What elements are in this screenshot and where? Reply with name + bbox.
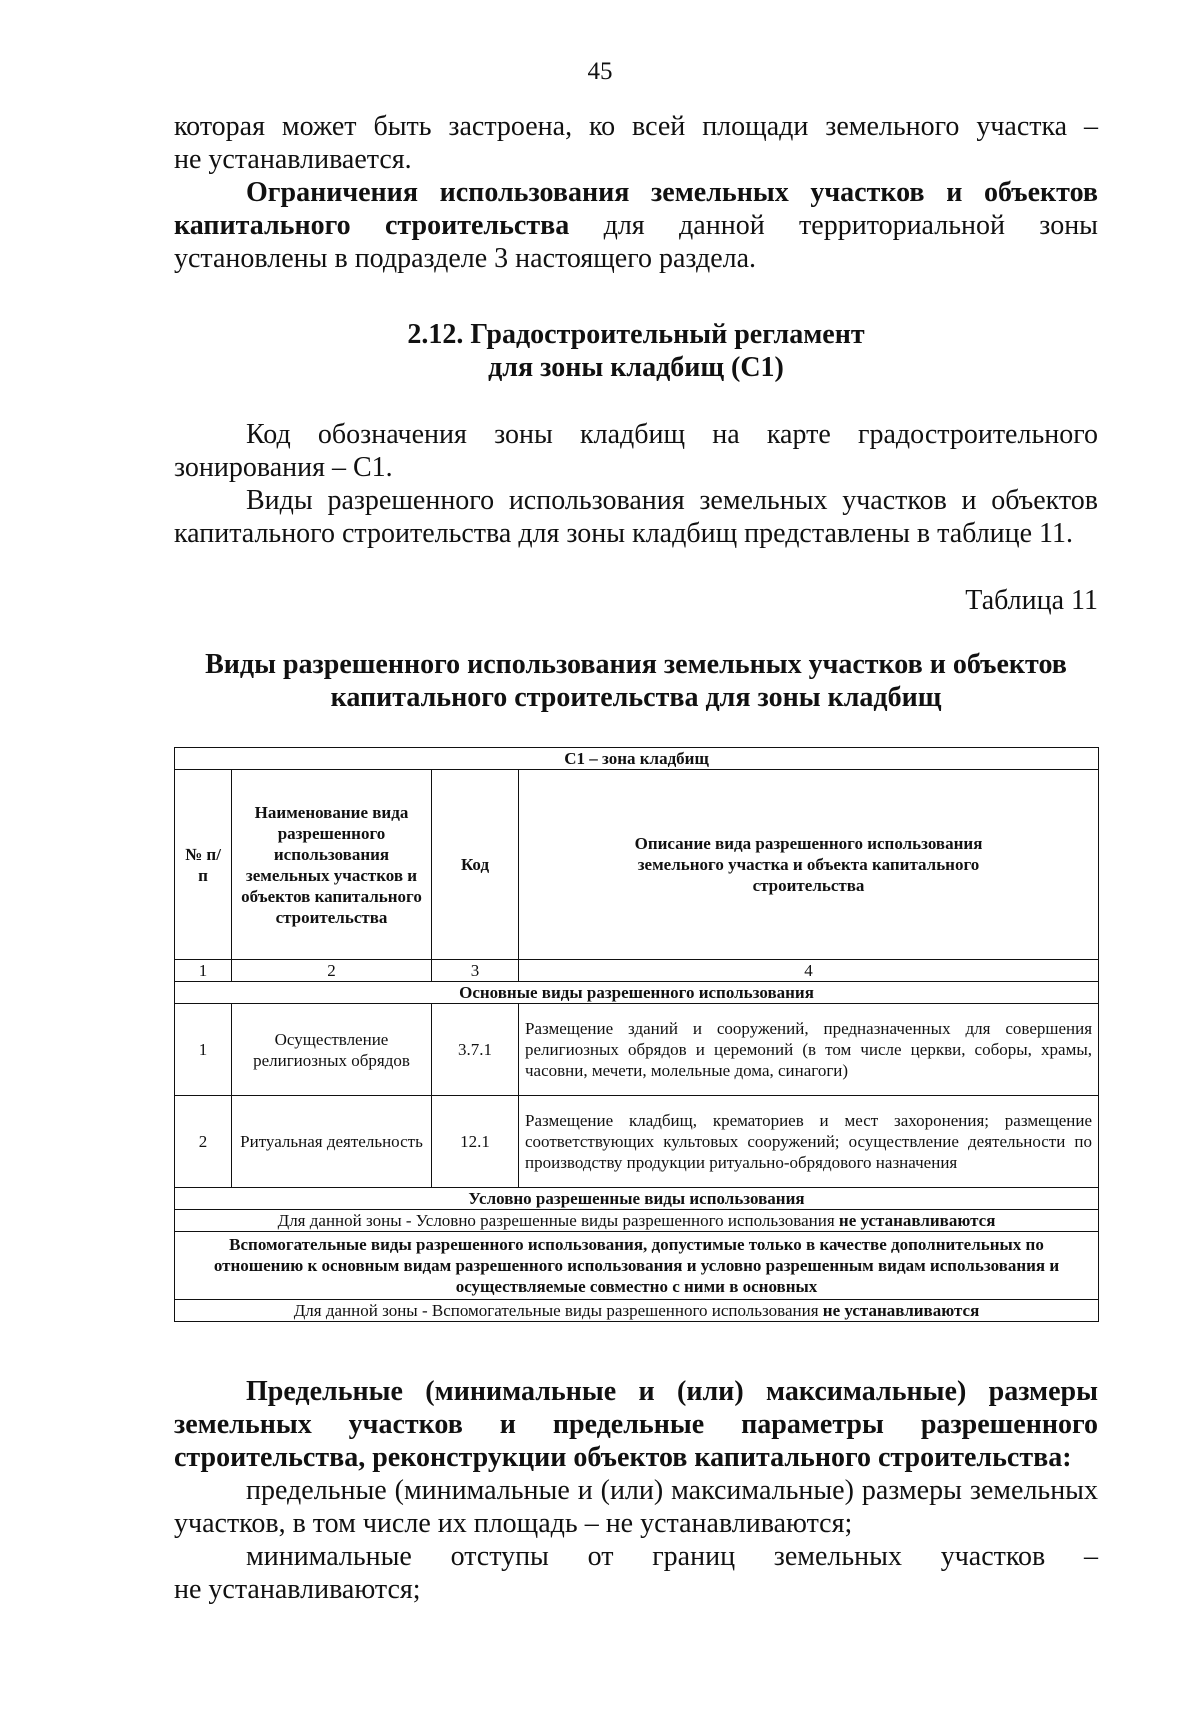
zone-header: С1 – зона кладбищ	[175, 748, 1099, 770]
limits-heading: Предельные (минимальные и (или) максимальные) размеры земельных участков и предельные параметры разрешенного строительства, реконструкции объектов капитального строительства:	[174, 1376, 1098, 1473]
auxiliary-section-row	[175, 1232, 1099, 1300]
column-header-row	[175, 770, 1099, 960]
main-section-header: Основные виды разрешенного использования	[175, 982, 1099, 1004]
col-header-description: Описание вида разрешенного использования земельного участка и объекта капитального строительства	[519, 770, 1099, 960]
auxiliary-note-bold: не устанавливаются	[822, 1301, 980, 1320]
row-description: Размещение кладбищ, крематориев и мест захоронения; размещение соответствующих культовых сооружений; осуществление деятельности по производству продукции ритуально-обрядового назначения	[519, 1096, 1099, 1188]
col-number-4: 4	[519, 960, 1099, 982]
conditional-note-bold: не устанавливаются	[838, 1211, 996, 1230]
table-row	[175, 1004, 1099, 1096]
col-number-3: 3	[432, 960, 519, 982]
section-title-line-1: 2.12. Градостроительный регламент	[407, 319, 865, 350]
row-number: 2	[175, 1096, 232, 1188]
row-code: 12.1	[432, 1096, 519, 1188]
section-title-line-2: для зоны кладбищ (С1)	[488, 352, 784, 383]
restriction-paragraph	[174, 176, 1098, 275]
section-title	[174, 318, 1098, 384]
row-code: 3.7.1	[432, 1004, 519, 1096]
auxiliary-section-header: Вспомогательные виды разрешенного использования, допустимые только в качестве дополнительных по отношению к основным видам разрешенного использования и условно разрешенным видам использования и осуществляемые совместно с ними в основных	[175, 1232, 1099, 1300]
table-label: Таблица 11	[965, 585, 1098, 616]
col-number-1: 1	[175, 960, 232, 982]
page-number: 45	[587, 58, 613, 85]
conditional-note-row	[175, 1210, 1099, 1232]
intro-line-1: которая может быть застроена, ко всей площади земельного участка –	[174, 111, 1098, 142]
zone-header-row	[175, 748, 1099, 770]
auxiliary-note	[175, 1300, 1099, 1322]
table-title-line-2: капитального строительства для зоны кладбищ	[330, 682, 942, 713]
zone-code-paragraph: Код обозначения зоны кладбищ на карте градостроительного зонирования – С1.	[174, 419, 1098, 483]
restriction-rest-text: для данной территориальной зоны установлены в подразделе 3 настоящего раздела.	[174, 210, 1098, 274]
table-title-line-1: Виды разрешенного использования земельных участков и объектов	[205, 649, 1067, 680]
intro-line-2: не устанавливается.	[174, 144, 412, 175]
col-header-code: Код	[432, 770, 519, 960]
table-title	[174, 648, 1098, 714]
row-name: Осуществление религиозных обрядов	[232, 1004, 432, 1096]
limits-item-2-line-2: не устанавливаются;	[174, 1574, 421, 1605]
col-number-2: 2	[232, 960, 432, 982]
limits-item-1: предельные (минимальные и (или) максимальные) размеры земельных участков, в том числе их площадь – не устанавливаются;	[174, 1475, 1098, 1539]
main-section-row	[175, 982, 1099, 1004]
conditional-note	[175, 1210, 1099, 1232]
auxiliary-note-prefix: Для данной зоны - Вспомогательные виды разрешенного использования	[293, 1301, 823, 1320]
restriction-bold-text: Ограничения использования земельных участков и объектов капитального строительства	[174, 177, 1098, 241]
col-header-name: Наименование вида разрешенного использования земельных участков и объектов капитального строительства	[232, 770, 432, 960]
table-row	[175, 1096, 1099, 1188]
limits-item-2	[174, 1540, 1098, 1606]
auxiliary-note-row	[175, 1300, 1099, 1322]
conditional-note-prefix: Для данной зоны - Условно разрешенные виды разрешенного использования	[277, 1211, 839, 1230]
limits-item-2-line-1: минимальные отступы от границ земельных участков –	[246, 1541, 1098, 1572]
permitted-types-paragraph: Виды разрешенного использования земельных участков и объектов капитального строительства для зоны кладбищ представлены в таблице 11.	[174, 485, 1098, 549]
column-number-row	[175, 960, 1099, 982]
col-header-number: № п/п	[175, 770, 232, 960]
conditional-section-row	[175, 1188, 1099, 1210]
conditional-section-header: Условно разрешенные виды использования	[175, 1188, 1099, 1210]
row-number: 1	[175, 1004, 232, 1096]
row-name: Ритуальная деятельность	[232, 1096, 432, 1188]
row-description: Размещение зданий и сооружений, предназначенных для совершения религиозных обрядов и церемоний (в том числе церкви, соборы, храмы, часовни, мечети, молельные дома, синагоги)	[519, 1004, 1099, 1096]
permitted-use-table	[174, 747, 1099, 1322]
intro-text	[174, 110, 1098, 176]
